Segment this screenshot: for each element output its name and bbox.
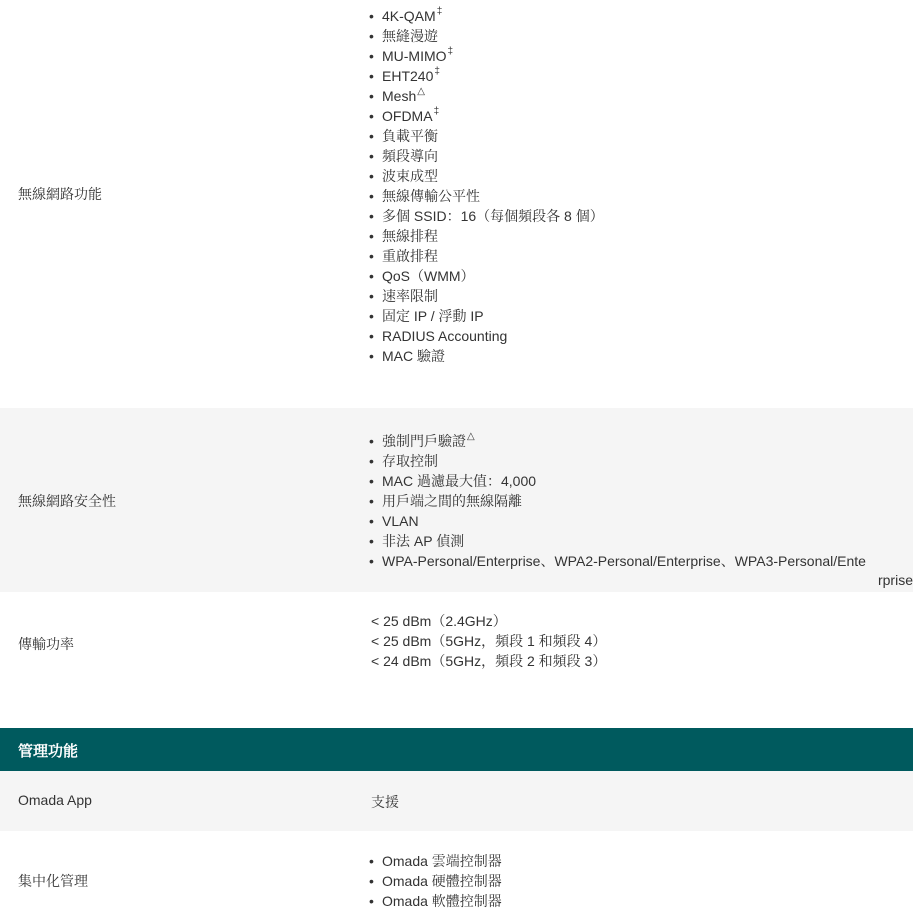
wireless-feature-item xyxy=(369,206,604,226)
omada-app-row xyxy=(0,771,913,831)
wireless-feature-item-text: 重啟排程 xyxy=(382,248,438,264)
wireless-security-item xyxy=(369,491,866,511)
footnote-mark: ‡ xyxy=(436,6,443,17)
central-management-label: 集中化管理 xyxy=(18,873,88,889)
wireless-feature-item xyxy=(369,146,604,166)
wireless-feature-item-text: OFDMA xyxy=(382,108,433,124)
wireless-feature-item-text: 頻段導向 xyxy=(382,148,438,164)
management-section-header xyxy=(0,728,913,771)
wireless-feature-item xyxy=(369,306,604,326)
footnote-mark: △ xyxy=(467,431,475,442)
wireless-features-label: 無線網路功能 xyxy=(18,186,102,202)
footnote-mark: ‡ xyxy=(434,66,440,77)
wireless-feature-item xyxy=(369,166,604,186)
wireless-security-item-text: WPA-Personal/Enterprise、WPA2-Personal/Enterprise、WPA3-Personal/Ente xyxy=(382,553,866,569)
central-management-item-text: Omada 硬體控制器 xyxy=(382,873,502,889)
wireless-security-item xyxy=(369,431,866,451)
central-management-item-text: Omada 軟體控制器 xyxy=(382,893,502,909)
wireless-security-row xyxy=(0,408,913,592)
wireless-feature-item-text: 無線排程 xyxy=(382,228,438,244)
wireless-feature-item-text: QoS（WMM） xyxy=(382,268,475,284)
wireless-feature-item-text: RADIUS Accounting xyxy=(382,328,508,344)
central-management-item xyxy=(369,851,502,871)
footnote-mark: ‡ xyxy=(433,106,440,117)
wireless-feature-item-text: 無線傳輸公平性 xyxy=(382,188,480,204)
wireless-security-item xyxy=(369,531,866,551)
wireless-security-item-text: 用戶端之間的無線隔離 xyxy=(382,493,522,509)
wireless-feature-item-text: 固定 IP / 浮動 IP xyxy=(382,308,484,324)
wireless-features-row xyxy=(0,0,913,408)
wireless-security-label: 無線網路安全性 xyxy=(18,493,116,509)
wireless-security-item-text: VLAN xyxy=(382,513,419,529)
wireless-feature-item xyxy=(369,186,604,206)
central-management-item xyxy=(369,871,502,891)
wireless-feature-item-text: MU-MIMO xyxy=(382,48,447,64)
wireless-feature-item xyxy=(369,66,604,86)
wireless-feature-item xyxy=(369,226,604,246)
wireless-feature-item xyxy=(369,346,604,366)
central-management-item xyxy=(369,891,502,911)
management-header-title: 管理功能 xyxy=(18,743,79,760)
wireless-feature-item xyxy=(369,26,604,46)
footnote-mark: △ xyxy=(417,86,425,97)
footnote-mark: ‡ xyxy=(447,46,454,57)
wireless-feature-item xyxy=(369,46,604,66)
central-management-item-text: Omada 雲端控制器 xyxy=(382,853,502,869)
wireless-feature-item xyxy=(369,286,604,306)
transmit-power-label: 傳輸功率 xyxy=(18,636,74,652)
wireless-feature-item xyxy=(369,106,604,126)
transmit-power-list xyxy=(371,611,606,671)
wireless-feature-item xyxy=(369,126,604,146)
wireless-feature-item-text: 速率限制 xyxy=(382,288,438,304)
wireless-feature-item-text: Mesh xyxy=(382,88,417,104)
wireless-security-item-text: 非法 AP 偵測 xyxy=(382,533,465,549)
wireless-security-list xyxy=(369,431,866,571)
central-management-list xyxy=(369,851,502,911)
wireless-features-list xyxy=(369,6,604,366)
transmit-power-line: < 24 dBm（5GHz，頻段 2 和頻段 3） xyxy=(371,653,607,669)
central-management-row xyxy=(0,831,913,910)
wireless-security-item-text: 強制門戶驗證 xyxy=(382,433,466,449)
wireless-feature-item xyxy=(369,86,604,106)
omada-app-label: Omada App xyxy=(18,792,92,808)
wireless-feature-item xyxy=(369,266,604,286)
wireless-feature-item-text: 無縫漫遊 xyxy=(382,28,438,44)
wireless-feature-item-text: 波束成型 xyxy=(382,168,438,184)
omada-app-value: 支援 xyxy=(371,794,399,810)
wireless-feature-item-text: EHT240 xyxy=(382,68,434,84)
wireless-security-item xyxy=(369,471,866,491)
transmit-power-line: < 25 dBm（2.4GHz） xyxy=(371,613,507,629)
wireless-feature-item-text: 負載平衡 xyxy=(382,128,438,144)
wireless-security-item xyxy=(369,451,866,471)
wireless-feature-item xyxy=(369,246,604,266)
wireless-feature-item xyxy=(369,326,604,346)
wireless-security-item xyxy=(369,511,866,531)
transmit-power-line: < 25 dBm（5GHz，頻段 1 和頻段 4） xyxy=(371,633,607,649)
wireless-security-item xyxy=(369,551,866,571)
transmit-power-row xyxy=(0,592,913,728)
wireless-security-item-text: MAC 過濾最大值：4,000 xyxy=(382,473,537,489)
wireless-feature-item-text: 4K-QAM xyxy=(382,8,436,24)
wpa-wrap-continuation: rprise xyxy=(877,572,913,588)
wireless-feature-item xyxy=(369,6,604,26)
wireless-security-item-text: 存取控制 xyxy=(382,453,438,469)
wireless-feature-item-text: MAC 驗證 xyxy=(382,348,445,364)
wireless-feature-item-text: 多個 SSID：16（每個頻段各 8 個） xyxy=(382,208,604,224)
